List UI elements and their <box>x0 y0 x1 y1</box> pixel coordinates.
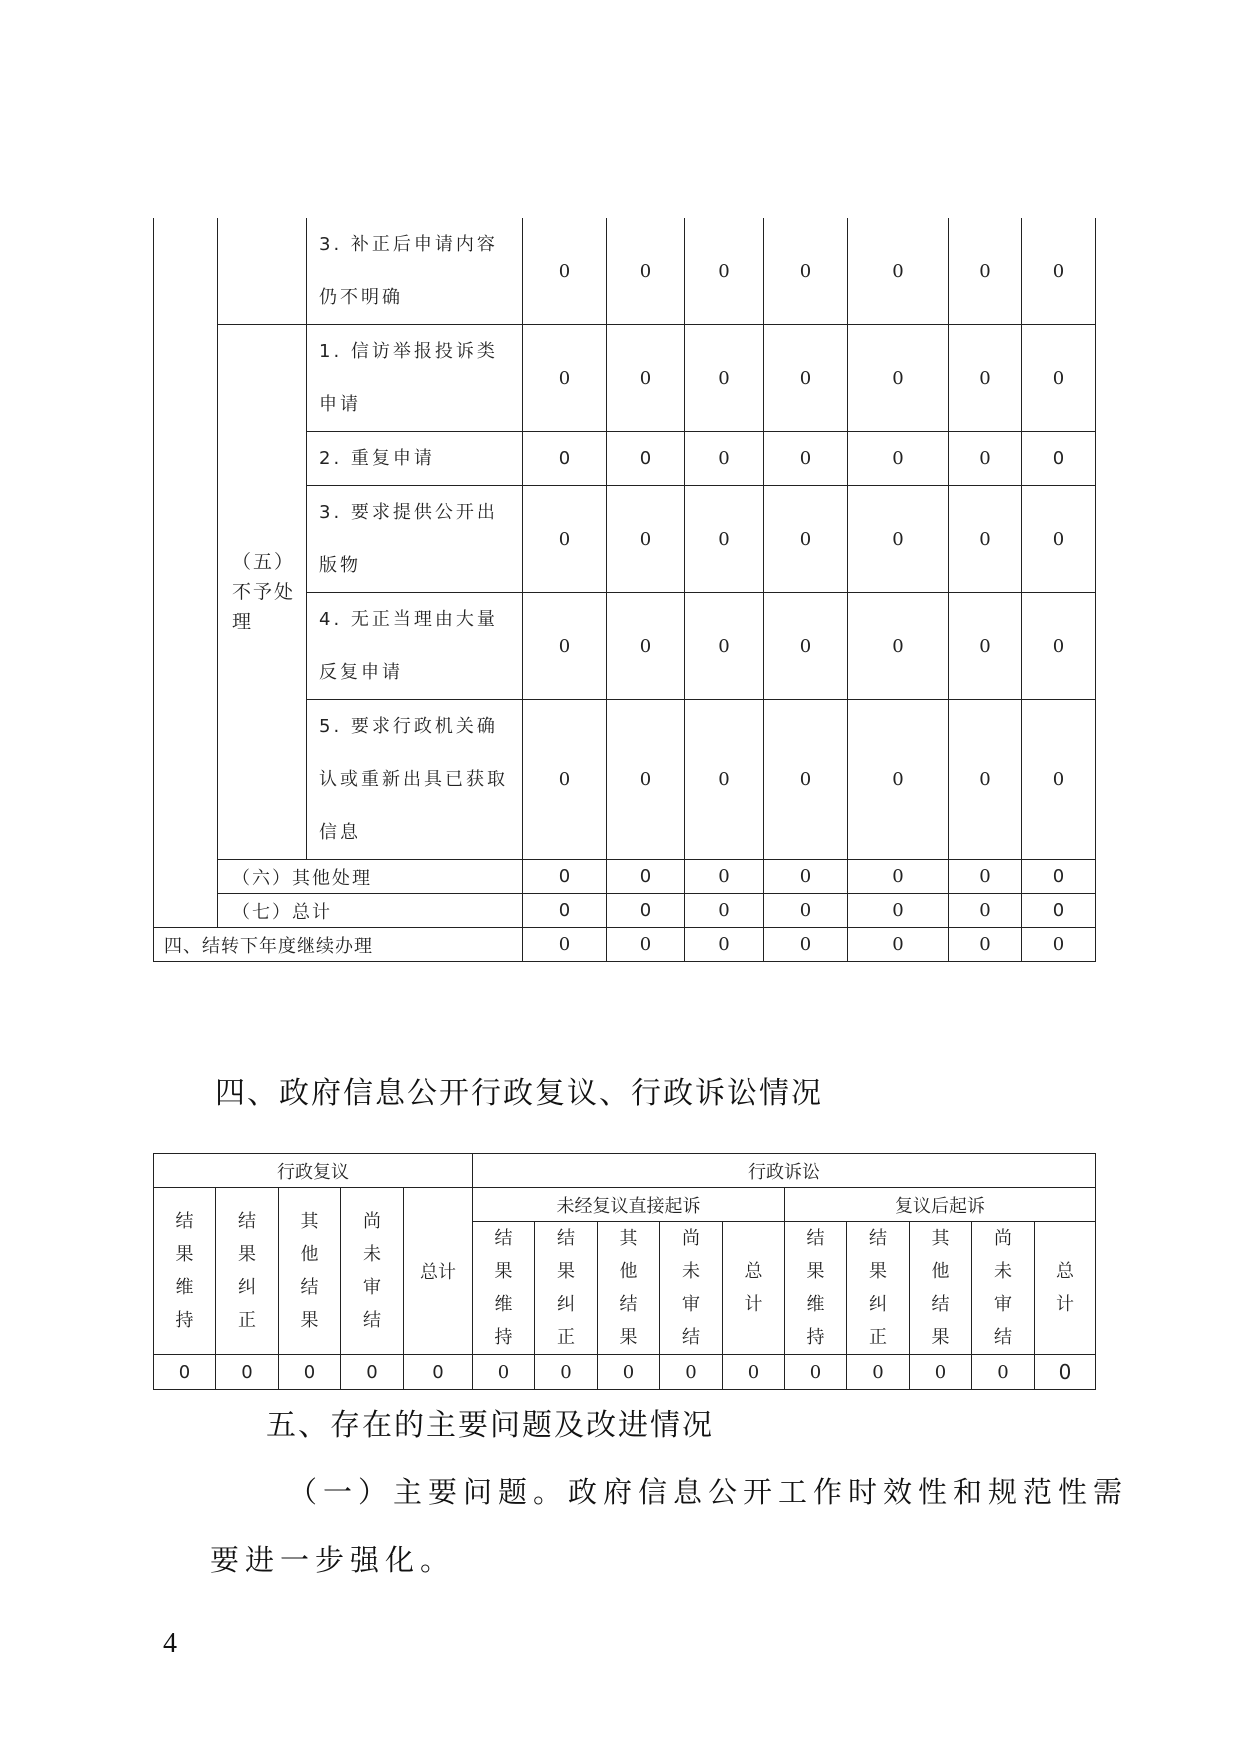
cell: 0 <box>607 325 685 432</box>
table-row <box>154 325 1096 432</box>
column-header: 结果维持 <box>154 1188 216 1355</box>
cell: 0 <box>1022 486 1096 593</box>
cell: 0 <box>764 432 848 486</box>
cell: 0 <box>1022 325 1096 432</box>
cell: 0 <box>523 593 607 700</box>
cell: 0 <box>848 860 949 894</box>
cell: 0 <box>847 1355 910 1390</box>
cell: 0 <box>216 1355 279 1390</box>
column-header: 结果维持 <box>785 1222 847 1355</box>
column-header: 结果纠正 <box>216 1188 279 1355</box>
cell: 0 <box>848 486 949 593</box>
cell: 0 <box>685 325 764 432</box>
cell: 0 <box>949 432 1022 486</box>
cell: 0 <box>523 860 607 894</box>
cell: 0 <box>523 325 607 432</box>
cell: 0 <box>848 928 949 962</box>
cell: 0 <box>910 1355 972 1390</box>
cell: 0 <box>949 860 1022 894</box>
section-heading: 四、政府信息公开行政复议、行政诉讼情况 <box>215 1076 823 1111</box>
cell: 0 <box>764 218 848 325</box>
row-label: 1. 信访举报投诉类申请 <box>307 325 523 432</box>
cell: 0 <box>523 432 607 486</box>
cell: 0 <box>1022 432 1096 486</box>
header-litigation: 行政诉讼 <box>473 1154 1096 1188</box>
cell: 0 <box>1022 860 1096 894</box>
cell: 0 <box>685 928 764 962</box>
cell: 0 <box>949 928 1022 962</box>
section-heading: 五、存在的主要问题及改进情况 <box>266 1408 714 1443</box>
disposal-table <box>153 218 1096 962</box>
cell: 0 <box>685 860 764 894</box>
cell: 0 <box>685 432 764 486</box>
cell: 0 <box>848 432 949 486</box>
cell: 0 <box>764 860 848 894</box>
review-litigation-table <box>153 1153 1096 1390</box>
table-row <box>154 1188 1096 1222</box>
blank-cell <box>218 218 307 325</box>
cell: 0 <box>607 894 685 928</box>
cell: 0 <box>685 894 764 928</box>
cell: 0 <box>523 894 607 928</box>
cell: 0 <box>1022 928 1096 962</box>
column-header: 结果维持 <box>473 1222 535 1355</box>
cell: 0 <box>404 1355 473 1390</box>
cell: 0 <box>341 1355 404 1390</box>
row-label: 3. 要求提供公开出版物 <box>307 486 523 593</box>
cell: 0 <box>685 593 764 700</box>
cell: 0 <box>523 218 607 325</box>
cell: 0 <box>764 486 848 593</box>
column-header: 其他结果 <box>910 1222 972 1355</box>
column-header: 尚未审结 <box>341 1188 404 1355</box>
cell: 0 <box>154 1355 216 1390</box>
cell: 0 <box>523 700 607 860</box>
cell: 0 <box>1035 1355 1096 1390</box>
cell: 0 <box>598 1355 660 1390</box>
cell: 0 <box>848 894 949 928</box>
cell: 0 <box>523 486 607 593</box>
table-row <box>154 1154 1096 1188</box>
cell: 0 <box>848 325 949 432</box>
cell: 0 <box>685 218 764 325</box>
column-header: 总计 <box>723 1222 785 1355</box>
cell: 0 <box>523 928 607 962</box>
column-header: 结果纠正 <box>847 1222 910 1355</box>
row-label: （六）其他处理 <box>218 860 523 894</box>
cell: 0 <box>1022 894 1096 928</box>
cell: 0 <box>848 593 949 700</box>
column-header: 尚未审结 <box>660 1222 723 1355</box>
cell: 0 <box>279 1355 341 1390</box>
row-label: 四、结转下年度继续办理 <box>154 928 523 962</box>
cell: 0 <box>848 218 949 325</box>
cell: 0 <box>764 325 848 432</box>
row-label: 3. 补正后申请内容仍不明确 <box>307 218 523 325</box>
row-label: 2. 重复申请 <box>307 432 523 486</box>
cell: 0 <box>949 593 1022 700</box>
table-row <box>154 1355 1096 1390</box>
cell: 0 <box>607 928 685 962</box>
cell: 0 <box>1022 593 1096 700</box>
column-header: 其他结果 <box>598 1222 660 1355</box>
table-row <box>154 928 1096 962</box>
cell: 0 <box>1022 700 1096 860</box>
cell: 0 <box>723 1355 785 1390</box>
cell: 0 <box>764 928 848 962</box>
cell: 0 <box>848 700 949 860</box>
cell: 0 <box>949 486 1022 593</box>
header-direct-suit: 未经复议直接起诉 <box>473 1188 785 1222</box>
table-row <box>154 218 1096 325</box>
cell: 0 <box>764 700 848 860</box>
cell: 0 <box>949 218 1022 325</box>
column-header: 尚未审结 <box>972 1222 1035 1355</box>
paragraph-line: 要进一步强化。 <box>210 1543 456 1577</box>
cell: 0 <box>607 700 685 860</box>
header-admin-review: 行政复议 <box>154 1154 473 1188</box>
cell: 0 <box>949 325 1022 432</box>
cell: 0 <box>949 894 1022 928</box>
cell: 0 <box>607 218 685 325</box>
paragraph-line: （一）主要问题。政府信息公开工作时效性和规范性需 <box>288 1475 1129 1509</box>
column-header: 总计 <box>1035 1222 1096 1355</box>
row-label: 5. 要求行政机关确认或重新出具已获取信息 <box>307 700 523 860</box>
table-row <box>154 894 1096 928</box>
cell: 0 <box>660 1355 723 1390</box>
cell: 0 <box>1022 218 1096 325</box>
cell: 0 <box>685 700 764 860</box>
column-header: 其他结果 <box>279 1188 341 1355</box>
column-header: 结果纠正 <box>535 1222 598 1355</box>
row-label: （七）总计 <box>218 894 523 928</box>
blank-cell <box>154 218 218 928</box>
cell: 0 <box>607 486 685 593</box>
cell: 0 <box>764 593 848 700</box>
column-header: 总计 <box>404 1188 473 1355</box>
cell: 0 <box>685 486 764 593</box>
cell: 0 <box>607 432 685 486</box>
cell: 0 <box>607 593 685 700</box>
page-number: 4 <box>163 1628 177 1659</box>
cell: 0 <box>473 1355 535 1390</box>
header-after-review: 复议后起诉 <box>785 1188 1096 1222</box>
table-row <box>154 860 1096 894</box>
cell: 0 <box>785 1355 847 1390</box>
cell: 0 <box>535 1355 598 1390</box>
cell: 0 <box>972 1355 1035 1390</box>
row-label: 4. 无正当理由大量反复申请 <box>307 593 523 700</box>
cell: 0 <box>607 860 685 894</box>
category-cell: （五）不予处理 <box>218 325 307 860</box>
cell: 0 <box>764 894 848 928</box>
cell: 0 <box>949 700 1022 860</box>
